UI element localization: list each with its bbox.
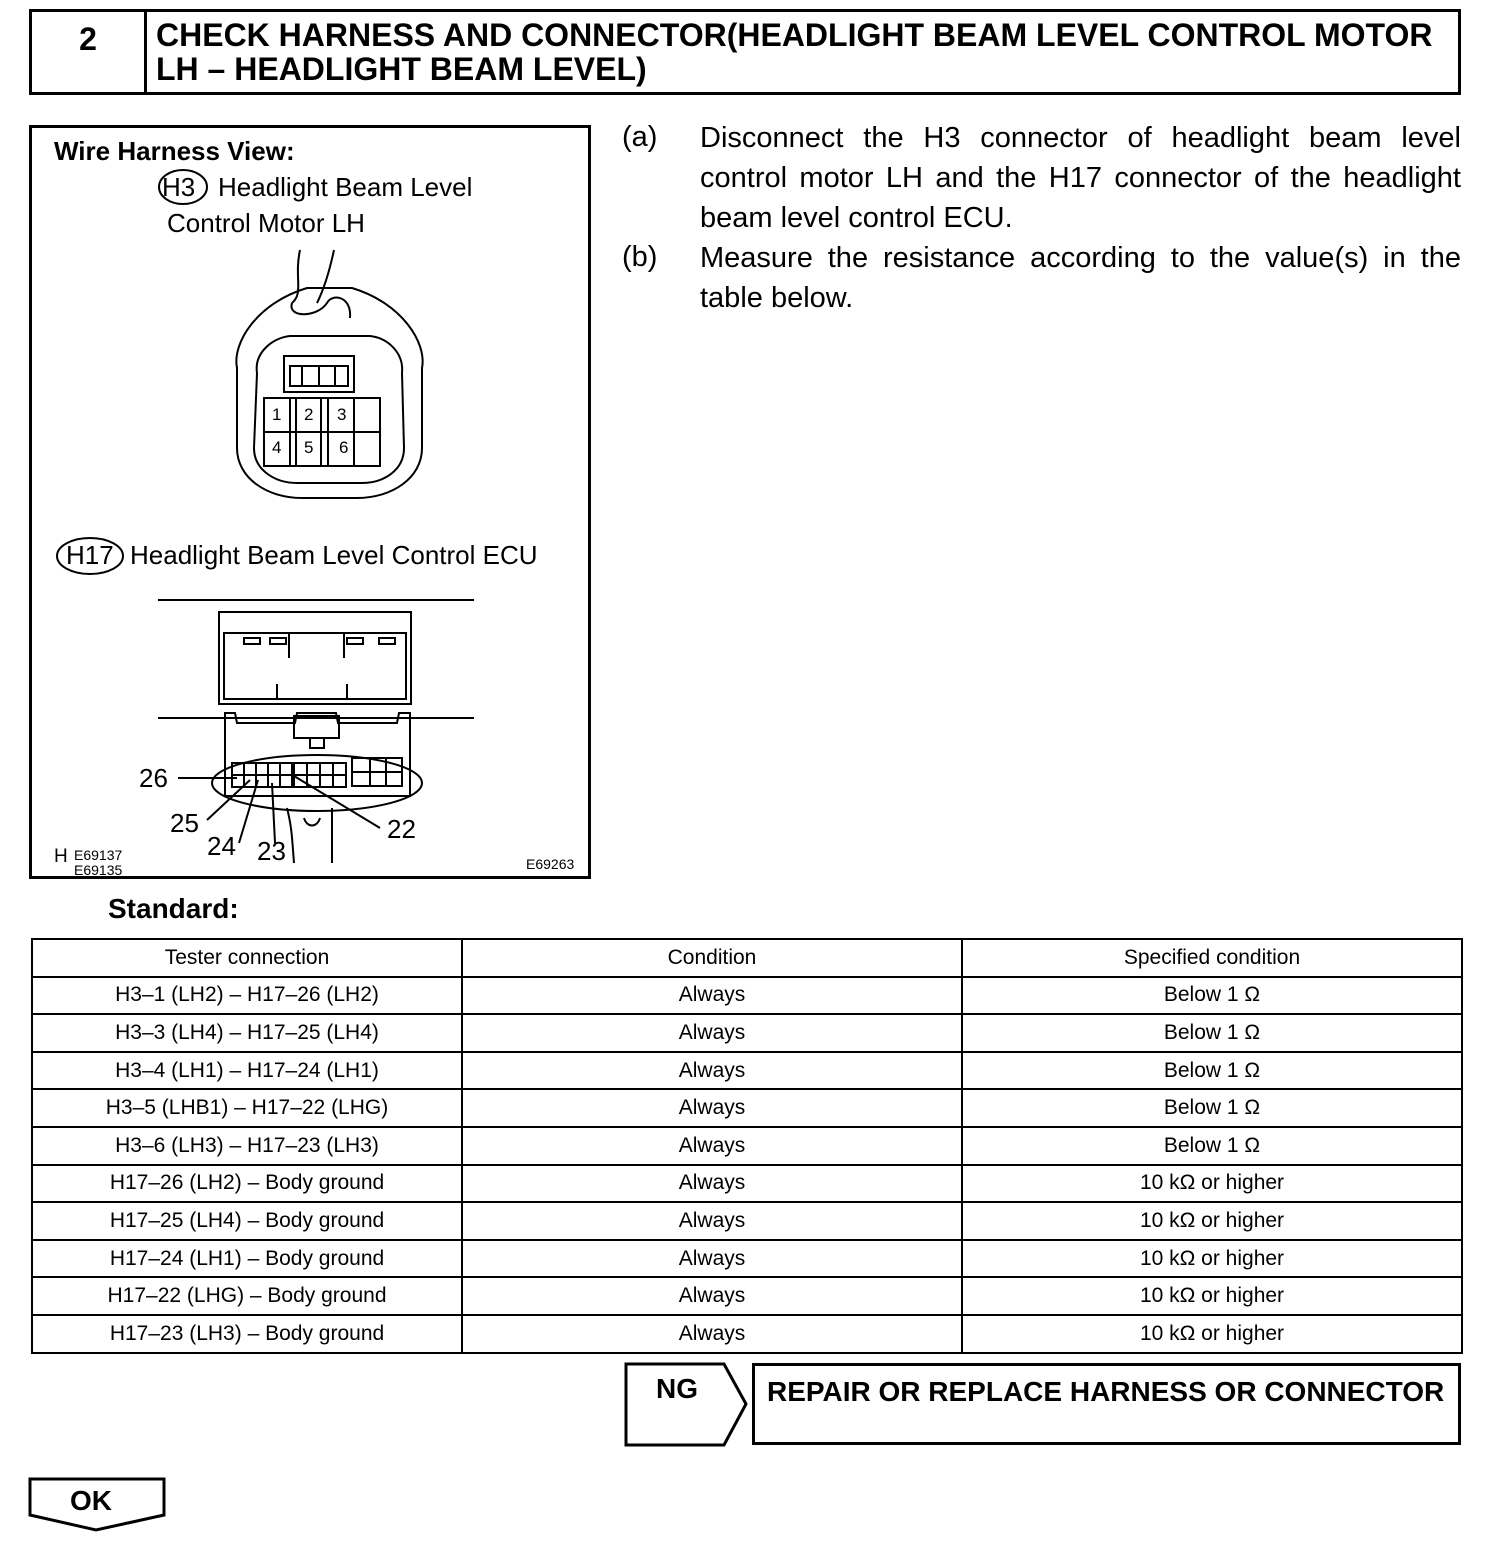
table-cell: H17–24 (LH1) – Body ground: [32, 1240, 462, 1278]
ng-action-box: [752, 1363, 1461, 1445]
table-cell: Always: [462, 977, 962, 1015]
table-cell: Always: [462, 1202, 962, 1240]
step-b-text: Measure the resistance according to the value(s) in the table below.: [700, 242, 1461, 314]
step-header: [29, 9, 1461, 95]
h3-code: H3: [162, 172, 196, 202]
view-label: Wire Harness View:: [54, 136, 295, 166]
h17-pin-label-26: 26: [139, 763, 168, 793]
table-cell: Always: [462, 1165, 962, 1203]
table-cell: Always: [462, 1277, 962, 1315]
table-cell: Always: [462, 1089, 962, 1127]
table-row: [32, 1089, 1462, 1127]
h17-pin-label-23: 23: [257, 836, 286, 866]
h3-pin-2: 2: [304, 405, 314, 424]
ref-code-2: E69135: [74, 862, 123, 878]
h3-pin-4: 4: [272, 438, 282, 457]
table-cell: Always: [462, 1052, 962, 1090]
h3-name-line2: Control Motor LH: [167, 208, 365, 238]
step-number: 2: [32, 12, 147, 92]
table-cell: 10 kΩ or higher: [962, 1277, 1462, 1315]
h3-pin-1: 1: [272, 405, 282, 424]
table-header: Specified condition: [962, 939, 1462, 977]
step-title: CHECK HARNESS AND CONNECTOR(HEADLIGHT BEAM LEVEL CONTROL MOTOR LH – HEADLIGHT BEAM LEVEL): [156, 17, 1433, 87]
ref-prefix: H: [54, 846, 68, 867]
h17-pin-label-25: 25: [170, 808, 199, 838]
table-row: [32, 977, 1462, 1015]
table-cell: Always: [462, 1240, 962, 1278]
table-row: [32, 1240, 1462, 1278]
h17-name: Headlight Beam Level Control ECU: [130, 540, 538, 570]
h17-pin-label-24: 24: [207, 831, 236, 861]
table-cell: H17–22 (LHG) – Body ground: [32, 1277, 462, 1315]
h17-pin-label-22: 22: [387, 814, 416, 844]
table-cell: H3–5 (LHB1) – H17–22 (LHG): [32, 1089, 462, 1127]
table-header: Tester connection: [32, 939, 462, 977]
table-header-row: [32, 939, 1462, 977]
table-cell: H3–6 (LH3) – H17–23 (LH3): [32, 1127, 462, 1165]
table-header: Condition: [462, 939, 962, 977]
table-cell: Always: [462, 1014, 962, 1052]
table-cell: 10 kΩ or higher: [962, 1315, 1462, 1353]
table-cell: 10 kΩ or higher: [962, 1240, 1462, 1278]
table-cell: Below 1 Ω: [962, 977, 1462, 1015]
table-cell: Always: [462, 1127, 962, 1165]
table-row: [32, 1052, 1462, 1090]
pin-24-leader: [239, 780, 258, 843]
step-b-label: (b): [622, 241, 658, 273]
table-cell: Below 1 Ω: [962, 1014, 1462, 1052]
table-cell: H3–1 (LH2) – H17–26 (LH2): [32, 977, 462, 1015]
table-row: [32, 1202, 1462, 1240]
h3-name-line1: Headlight Beam Level: [218, 172, 473, 202]
table-cell: Below 1 Ω: [962, 1052, 1462, 1090]
h3-pin-5: 5: [304, 438, 314, 457]
table-cell: 10 kΩ or higher: [962, 1202, 1462, 1240]
wire-harness-figure: [29, 125, 591, 879]
pin-23-leader: [272, 783, 275, 843]
table-cell: Below 1 Ω: [962, 1089, 1462, 1127]
h3-wire-1: [292, 250, 300, 303]
h3-wire-2: [317, 250, 334, 303]
spec-table: [31, 938, 1463, 1354]
table-row: [32, 1277, 1462, 1315]
ng-label: NG: [656, 1373, 698, 1404]
table-row: [32, 1127, 1462, 1165]
table-cell: H17–26 (LH2) – Body ground: [32, 1165, 462, 1203]
standard-label: Standard:: [108, 893, 239, 924]
connector-illustration: [32, 128, 588, 876]
step-a-text: Disconnect the H3 connector of headlight beam level control motor LH and the H17 connector of the headlight beam level control ECU.: [700, 122, 1461, 234]
table-cell: Below 1 Ω: [962, 1127, 1462, 1165]
pin-22-leader: [294, 776, 380, 828]
ng-action-text: REPAIR OR REPLACE HARNESS OR CONNECTOR: [767, 1376, 1445, 1407]
ref-code-3: E69263: [526, 856, 575, 872]
h3-pin-6: 6: [339, 438, 349, 457]
table-row: [32, 1165, 1462, 1203]
step-a-label: (a): [622, 121, 658, 153]
table-cell: 10 kΩ or higher: [962, 1165, 1462, 1203]
ref-code-1: E69137: [74, 847, 123, 863]
table-cell: H17–23 (LH3) – Body ground: [32, 1315, 462, 1353]
h3-pin-3: 3: [337, 405, 347, 424]
table-row: [32, 1315, 1462, 1353]
ok-label: OK: [70, 1485, 112, 1516]
h17-code: H17: [66, 540, 114, 570]
table-cell: Always: [462, 1315, 962, 1353]
h3-wire-3: [291, 298, 350, 318]
table-row: [32, 1014, 1462, 1052]
table-cell: H3–4 (LH1) – H17–24 (LH1): [32, 1052, 462, 1090]
h17-upper-housing: [219, 612, 411, 704]
table-cell: H3–3 (LH4) – H17–25 (LH4): [32, 1014, 462, 1052]
table-cell: H17–25 (LH4) – Body ground: [32, 1202, 462, 1240]
